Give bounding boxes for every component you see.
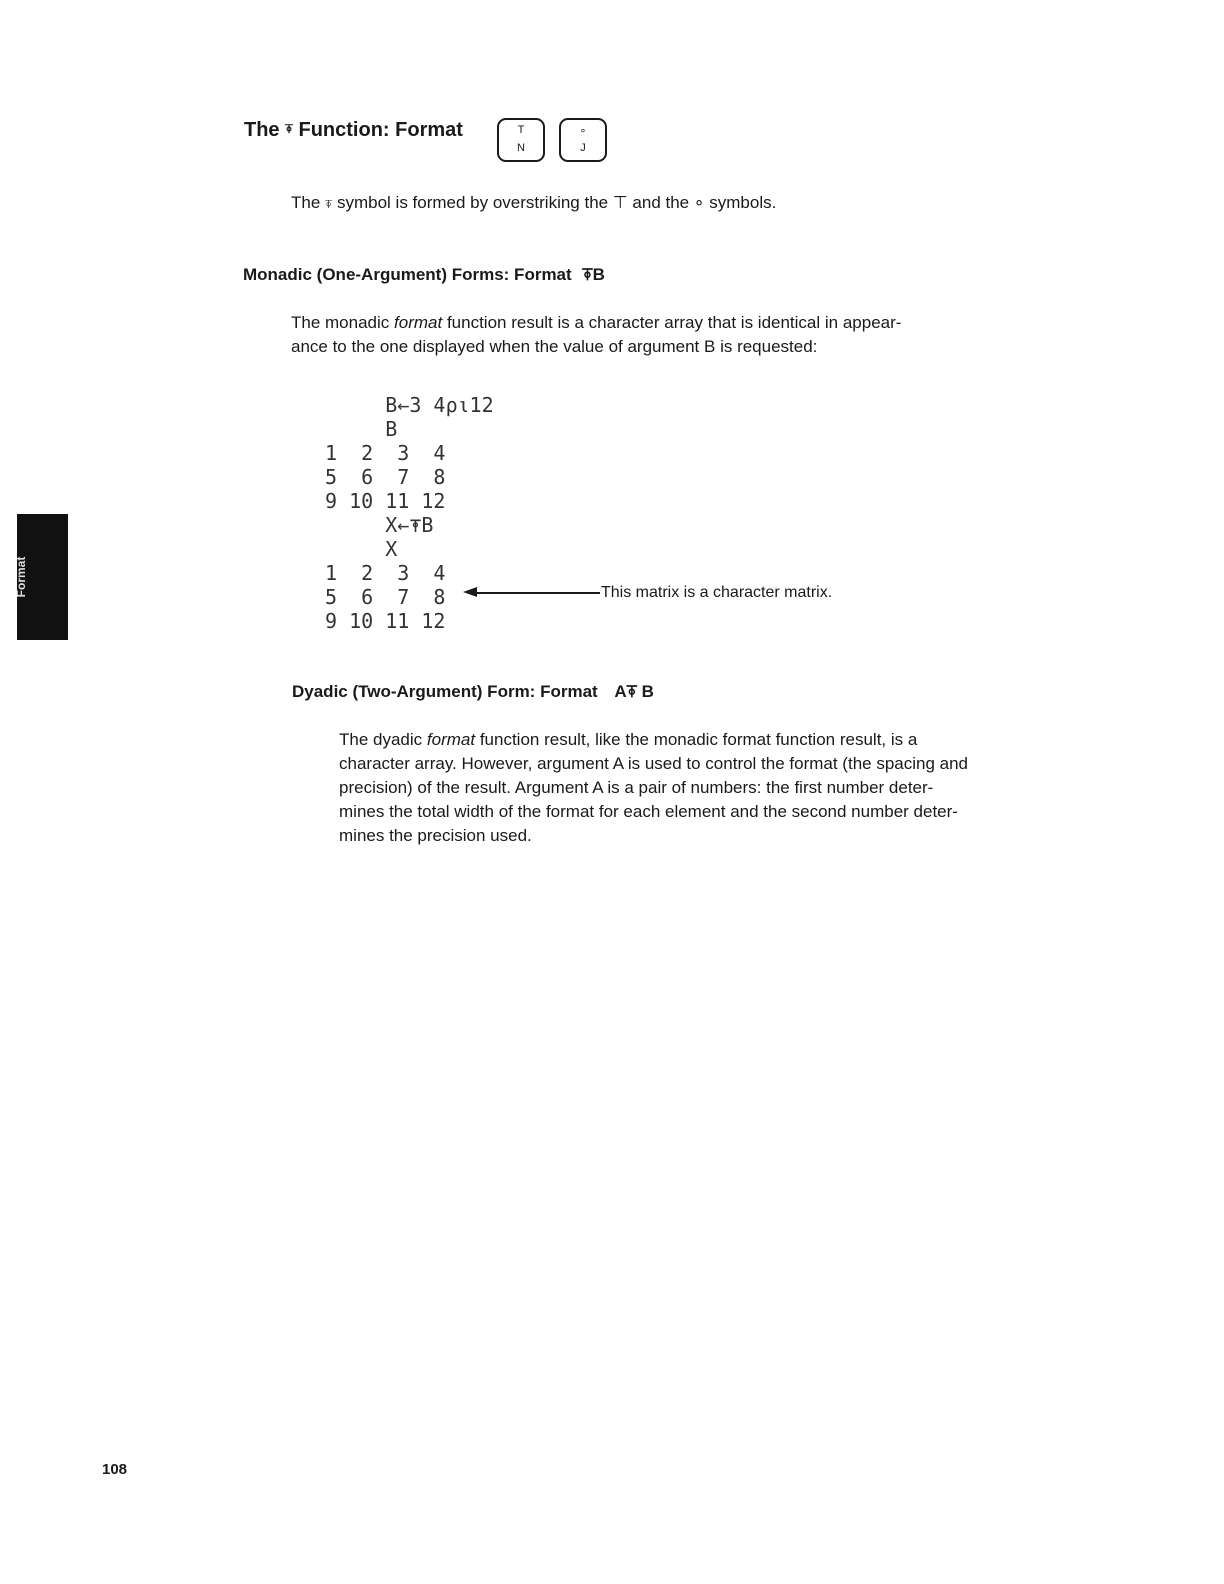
dyadic-paragraph: The dyadic format function result, like the monadic format function result, is a character array. However, argument A is used to control the format (the spacing and precision) of the result. Argument A is a pair of numbers: the first number deter- mines the total width of the format for each element and the second number deter- mines the precision used. — [339, 730, 969, 845]
code-line: 1 2 3 4 — [313, 441, 446, 465]
code-line: 5 6 7 8 — [313, 585, 446, 609]
code-line: B←3 4⍴⍳12 — [313, 393, 494, 417]
code-line: X — [313, 537, 398, 561]
dyadic-heading: Dyadic (Two-Argument) Form: Format A⍕ B — [292, 682, 654, 701]
sidebar-tab-label: Format — [14, 556, 28, 598]
o-symbol: ∘ — [693, 193, 705, 212]
arrow-head-icon — [463, 587, 477, 597]
title-text: Function: Format — [298, 119, 463, 141]
format-symbol: ⍕ — [325, 197, 333, 211]
sidebar-tab — [14, 514, 68, 640]
code-block — [313, 393, 494, 633]
key-t-n — [497, 118, 545, 162]
arrow-line — [476, 592, 600, 594]
page-number: 108 — [102, 1461, 128, 1478]
monadic-expression: ⍕B — [582, 265, 605, 284]
key-bottom-label: N — [517, 142, 525, 154]
code-line: 9 10 11 12 — [313, 489, 446, 513]
keyboard-keys — [497, 118, 607, 162]
code-line: 5 6 7 8 — [313, 465, 446, 489]
monadic-heading: Monadic (One-Argument) Forms: Format ⍕B — [243, 265, 605, 284]
matrix-annotation: This matrix is a character matrix. — [601, 584, 833, 601]
monadic-paragraph: The monadic format function result is a character array that is identical in appear- ance to the one displayed when the value of argument B is requested: — [291, 313, 902, 356]
title-prefix: The — [244, 119, 280, 141]
page-title — [244, 119, 463, 142]
code-line: X←⍕B — [313, 513, 434, 537]
code-line: B — [313, 417, 398, 441]
dyadic-expression: A⍕ B — [614, 682, 654, 701]
key-bottom-label: J — [580, 142, 586, 154]
format-symbol: ⍕ — [285, 121, 293, 136]
t-symbol: ⊤ — [612, 193, 628, 212]
code-line: 9 10 11 12 — [313, 609, 446, 633]
code-line: 1 2 3 4 — [313, 561, 446, 585]
key-o-j — [559, 118, 607, 162]
overstrike-note: The ⍕ symbol is formed by overstriking the ⊤ and the ∘ symbols. — [291, 193, 777, 212]
key-top-label: ∘ — [579, 125, 587, 137]
key-top-label: T — [517, 124, 525, 136]
